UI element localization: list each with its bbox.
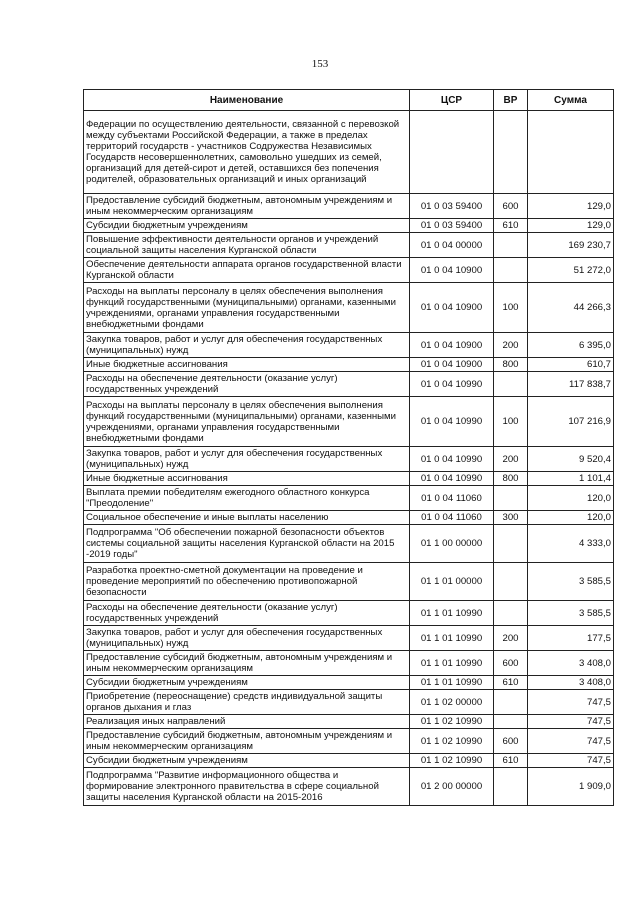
row-sum: 107 216,9 — [528, 397, 614, 447]
table-row — [84, 626, 614, 651]
row-vr: 610 — [494, 219, 528, 233]
column-header-csr: ЦСР — [410, 90, 494, 111]
row-vr — [494, 233, 528, 258]
table-header-row — [84, 90, 614, 111]
row-vr: 800 — [494, 472, 528, 486]
row-vr: 200 — [494, 626, 528, 651]
row-name: Расходы на обеспечение деятельности (оказание услуг) государственных учреждений — [84, 601, 410, 626]
row-sum: 44 266,3 — [528, 283, 614, 333]
row-vr — [494, 768, 528, 806]
row-sum: 610,7 — [528, 358, 614, 372]
row-vr: 300 — [494, 511, 528, 525]
row-csr: 01 1 01 10990 — [410, 601, 494, 626]
table-row — [84, 219, 614, 233]
column-header-vr: ВР — [494, 90, 528, 111]
row-vr: 200 — [494, 447, 528, 472]
row-name: Реализация иных направлений — [84, 715, 410, 729]
table-row — [84, 768, 614, 806]
row-name: Социальное обеспечение и иные выплаты населению — [84, 511, 410, 525]
row-csr: 01 1 01 00000 — [410, 563, 494, 601]
row-name: Иные бюджетные ассигнования — [84, 472, 410, 486]
page-number: 153 — [311, 58, 329, 70]
row-sum: 4 333,0 — [528, 525, 614, 563]
row-csr: 01 0 04 10990 — [410, 397, 494, 447]
table-row — [84, 333, 614, 358]
table-row — [84, 283, 614, 333]
row-csr: 01 1 01 10990 — [410, 651, 494, 676]
row-sum: 120,0 — [528, 511, 614, 525]
row-sum: 51 272,0 — [528, 258, 614, 283]
row-name: Подпрограмма "Развитие информационного общества и формирование электронного правительства в сфере социальной защиты населения Курганской области на 2015-2016 — [84, 768, 410, 806]
row-csr: 01 1 02 10990 — [410, 715, 494, 729]
row-sum: 3 585,5 — [528, 563, 614, 601]
row-sum — [528, 111, 614, 194]
row-sum: 169 230,7 — [528, 233, 614, 258]
row-csr: 01 0 04 10990 — [410, 372, 494, 397]
row-csr: 01 0 04 10990 — [410, 447, 494, 472]
row-name: Субсидии бюджетным учреждениям — [84, 754, 410, 768]
table-row — [84, 601, 614, 626]
row-vr — [494, 111, 528, 194]
row-vr — [494, 601, 528, 626]
table-row — [84, 358, 614, 372]
row-vr — [494, 525, 528, 563]
row-vr: 600 — [494, 651, 528, 676]
row-csr: 01 1 02 10990 — [410, 729, 494, 754]
row-vr: 200 — [494, 333, 528, 358]
row-csr: 01 1 01 10990 — [410, 676, 494, 690]
table-row — [84, 258, 614, 283]
table-row — [84, 111, 614, 194]
row-csr: 01 0 03 59400 — [410, 194, 494, 219]
row-csr: 01 1 02 10990 — [410, 754, 494, 768]
table-row — [84, 372, 614, 397]
table-row — [84, 676, 614, 690]
row-name: Приобретение (переоснащение) средств индивидуальной защиты органов дыхания и глаз — [84, 690, 410, 715]
table-row — [84, 651, 614, 676]
row-name: Подпрограмма "Об обеспечении пожарной безопасности объектов системы социальной защиты населения Курганской области на 2015 -2019 годы" — [84, 525, 410, 563]
row-name: Субсидии бюджетным учреждениям — [84, 676, 410, 690]
row-vr: 800 — [494, 358, 528, 372]
row-sum: 6 395,0 — [528, 333, 614, 358]
table-row — [84, 525, 614, 563]
row-vr: 100 — [494, 397, 528, 447]
row-vr: 600 — [494, 194, 528, 219]
row-sum: 747,5 — [528, 690, 614, 715]
row-name: Субсидии бюджетным учреждениям — [84, 219, 410, 233]
row-name: Расходы на обеспечение деятельности (оказание услуг) государственных учреждений — [84, 372, 410, 397]
row-csr: 01 0 04 10900 — [410, 358, 494, 372]
budget-table — [83, 89, 614, 806]
row-csr: 01 0 03 59400 — [410, 219, 494, 233]
table-row — [84, 690, 614, 715]
row-csr — [410, 111, 494, 194]
table-row — [84, 754, 614, 768]
row-csr: 01 0 04 10990 — [410, 472, 494, 486]
row-csr: 01 2 00 00000 — [410, 768, 494, 806]
row-sum: 3 408,0 — [528, 651, 614, 676]
row-name: Повышение эффективности деятельности органов и учреждений социальной защиты населения Курганской области — [84, 233, 410, 258]
table-row — [84, 447, 614, 472]
row-sum: 129,0 — [528, 219, 614, 233]
row-name: Закупка товаров, работ и услуг для обеспечения государственных (муниципальных) нужд — [84, 447, 410, 472]
row-sum: 747,5 — [528, 754, 614, 768]
row-sum: 1 909,0 — [528, 768, 614, 806]
column-header-name: Наименование — [84, 90, 410, 111]
row-csr: 01 1 01 10990 — [410, 626, 494, 651]
row-csr: 01 0 04 10900 — [410, 258, 494, 283]
row-name: Расходы на выплаты персоналу в целях обеспечения выполнения функций государственными (муниципальными) органами, казенными учреждениями, органами управления государственными внебюджетными фондами — [84, 283, 410, 333]
row-vr: 600 — [494, 729, 528, 754]
row-sum: 9 520,4 — [528, 447, 614, 472]
table-row — [84, 233, 614, 258]
row-csr: 01 0 04 00000 — [410, 233, 494, 258]
row-vr — [494, 563, 528, 601]
row-csr: 01 0 04 10900 — [410, 283, 494, 333]
row-csr: 01 1 00 00000 — [410, 525, 494, 563]
row-sum: 117 838,7 — [528, 372, 614, 397]
table-row — [84, 194, 614, 219]
row-csr: 01 0 04 11060 — [410, 511, 494, 525]
row-name: Предоставление субсидий бюджетным, автономным учреждениям и иным некоммерческим организациям — [84, 651, 410, 676]
table-row — [84, 563, 614, 601]
row-vr — [494, 258, 528, 283]
row-csr: 01 0 04 10900 — [410, 333, 494, 358]
table-row — [84, 715, 614, 729]
column-header-sum: Сумма — [528, 90, 614, 111]
table-row — [84, 472, 614, 486]
row-sum: 120,0 — [528, 486, 614, 511]
row-sum: 177,5 — [528, 626, 614, 651]
table-row — [84, 397, 614, 447]
row-name: Федерации по осуществлению деятельности, связанной с перевозкой между субъектами Российской Федерации, а также в пределах территорий государств - участников Содружества Независимых Государств несовершеннолетних, самовольно ушедших из семей, организаций для детей-сирот и детей, оставшихся без попечения родителей, образовательных организаций и иных организаций — [84, 111, 410, 194]
row-sum: 129,0 — [528, 194, 614, 219]
row-vr: 100 — [494, 283, 528, 333]
table-row — [84, 729, 614, 754]
row-vr — [494, 486, 528, 511]
row-vr — [494, 372, 528, 397]
table-row — [84, 486, 614, 511]
row-vr — [494, 690, 528, 715]
row-sum: 747,5 — [528, 729, 614, 754]
row-name: Выплата премии победителям ежегодного областного конкурса "Преодоление" — [84, 486, 410, 511]
row-vr — [494, 715, 528, 729]
row-sum: 1 101,4 — [528, 472, 614, 486]
row-name: Предоставление субсидий бюджетным, автономным учреждениям и иным некоммерческим организациям — [84, 194, 410, 219]
row-name: Предоставление субсидий бюджетным, автономным учреждениям и иным некоммерческим организациям — [84, 729, 410, 754]
row-name: Обеспечение деятельности аппарата органов государственной власти Курганской области — [84, 258, 410, 283]
row-name: Закупка товаров, работ и услуг для обеспечения государственных (муниципальных) нужд — [84, 333, 410, 358]
row-name: Расходы на выплаты персоналу в целях обеспечения выполнения функций государственными (муниципальными) органами, казенными учреждениями, органами управления государственными внебюджетными фондами — [84, 397, 410, 447]
row-sum: 3 585,5 — [528, 601, 614, 626]
row-name: Разработка проектно-сметной документации на проведение и проведение мероприятий по обеспечению противопожарной безопасности — [84, 563, 410, 601]
table-row — [84, 511, 614, 525]
row-name: Закупка товаров, работ и услуг для обеспечения государственных (муниципальных) нужд — [84, 626, 410, 651]
row-vr: 610 — [494, 676, 528, 690]
row-csr: 01 1 02 00000 — [410, 690, 494, 715]
row-sum: 747,5 — [528, 715, 614, 729]
row-vr: 610 — [494, 754, 528, 768]
row-sum: 3 408,0 — [528, 676, 614, 690]
row-csr: 01 0 04 11060 — [410, 486, 494, 511]
row-name: Иные бюджетные ассигнования — [84, 358, 410, 372]
